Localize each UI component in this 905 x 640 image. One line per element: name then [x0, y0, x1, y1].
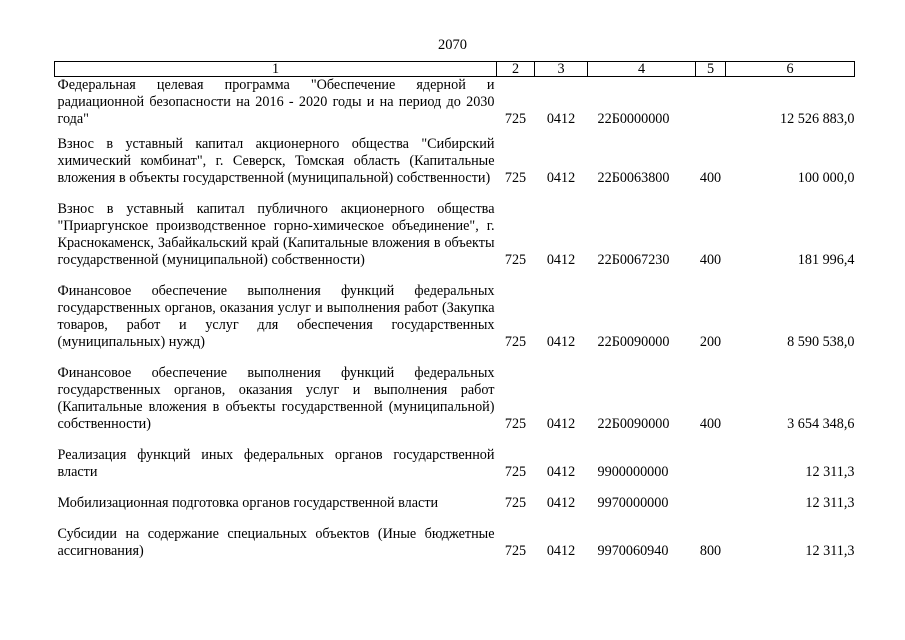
header-col-2: 2 [497, 62, 535, 77]
row-amount: 8 590 538,0 [787, 334, 855, 350]
row-description: Мобилизационная подготовка органов государственной власти [57, 495, 439, 511]
row-target-code: 22Б0090000 [597, 334, 670, 350]
row-expense-type [696, 77, 726, 137]
row-ministry-code: 725 [504, 416, 527, 432]
row-description: Субсидии на содержание специальных объектов (Иные бюджетные ассигнования) [57, 526, 495, 559]
row-section-code: 0412 [546, 334, 576, 350]
row-target-code: 9970060940 [597, 543, 669, 559]
row-section-code: 0412 [546, 170, 576, 186]
row-target-code: 22Б0063800 [597, 170, 670, 186]
row-expense-type [696, 447, 726, 495]
table-row [55, 283, 855, 365]
row-description: Взнос в уставный капитал акционерного общества "Сибирский химический комбинат", г. Северск, Томская область (Капитальные вложения в объекты государственной (муниципальной) собственности) [57, 136, 495, 186]
row-target-code: 9900000000 [597, 464, 669, 480]
table-row [55, 447, 855, 495]
table-row [55, 136, 855, 201]
row-expense-type: 400 [699, 416, 722, 432]
row-amount: 12 311,3 [805, 464, 855, 480]
table-row [55, 365, 855, 447]
row-section-code: 0412 [546, 495, 576, 511]
row-section-code: 0412 [546, 464, 576, 480]
table-row [55, 495, 855, 526]
row-description: Взнос в уставный капитал публичного акционерного общества "Приаргунское производственное горно-химическое объединение", г. Краснокаменск, Забайкальский край (Капитальные вложения в объекты государственной (муниципальной) собственности) [57, 201, 495, 268]
budget-table [54, 61, 855, 574]
row-expense-type: 800 [699, 543, 722, 559]
table-row [55, 526, 855, 574]
header-row [55, 62, 855, 77]
row-amount: 12 311,3 [805, 495, 855, 511]
row-expense-type: 200 [699, 334, 722, 350]
row-amount: 181 996,4 [797, 252, 855, 268]
header-col-1: 1 [55, 62, 497, 77]
row-ministry-code: 725 [504, 543, 527, 559]
row-amount: 12 311,3 [805, 543, 855, 559]
row-ministry-code: 725 [504, 334, 527, 350]
row-ministry-code: 725 [504, 464, 527, 480]
row-description: Федеральная целевая программа "Обеспечение ядерной и радиационной безопасности на 2016 - 2020 годы и на период до 2030 года" [57, 77, 495, 127]
row-expense-type: 400 [699, 252, 722, 268]
row-amount: 12 526 883,0 [780, 111, 855, 127]
header-col-5: 5 [696, 62, 726, 77]
row-section-code: 0412 [546, 543, 576, 559]
header-col-6: 6 [726, 62, 855, 77]
row-section-code: 0412 [546, 111, 576, 127]
row-target-code: 22Б0000000 [597, 111, 670, 127]
table-row [55, 77, 855, 137]
row-amount: 3 654 348,6 [787, 416, 855, 432]
row-section-code: 0412 [546, 252, 576, 268]
row-description: Финансовое обеспечение выполнения функций федеральных государственных органов, оказания услуг и выполнения работ (Капитальные вложения в объекты государственной (муниципальной) собственности) [57, 365, 495, 432]
row-section-code: 0412 [546, 416, 576, 432]
row-description: Реализация функций иных федеральных органов государственной власти [57, 447, 495, 480]
row-expense-type [696, 495, 726, 526]
row-ministry-code: 725 [504, 111, 527, 127]
row-ministry-code: 725 [504, 495, 527, 511]
page-number: 2070 [438, 37, 467, 53]
table-row [55, 201, 855, 283]
row-target-code: 22Б0067230 [597, 252, 670, 268]
row-target-code: 9970000000 [597, 495, 669, 511]
row-ministry-code: 725 [504, 170, 527, 186]
header-col-3: 3 [535, 62, 588, 77]
header-col-4: 4 [588, 62, 696, 77]
row-target-code: 22Б0090000 [597, 416, 670, 432]
row-description: Финансовое обеспечение выполнения функций федеральных государственных органов, оказания услуг и выполнения работ (Закупка товаров, работ и услуг для обеспечения государственных (муниципальных) нужд) [57, 283, 495, 350]
row-expense-type: 400 [699, 170, 722, 186]
row-amount: 100 000,0 [797, 170, 855, 186]
row-ministry-code: 725 [504, 252, 527, 268]
